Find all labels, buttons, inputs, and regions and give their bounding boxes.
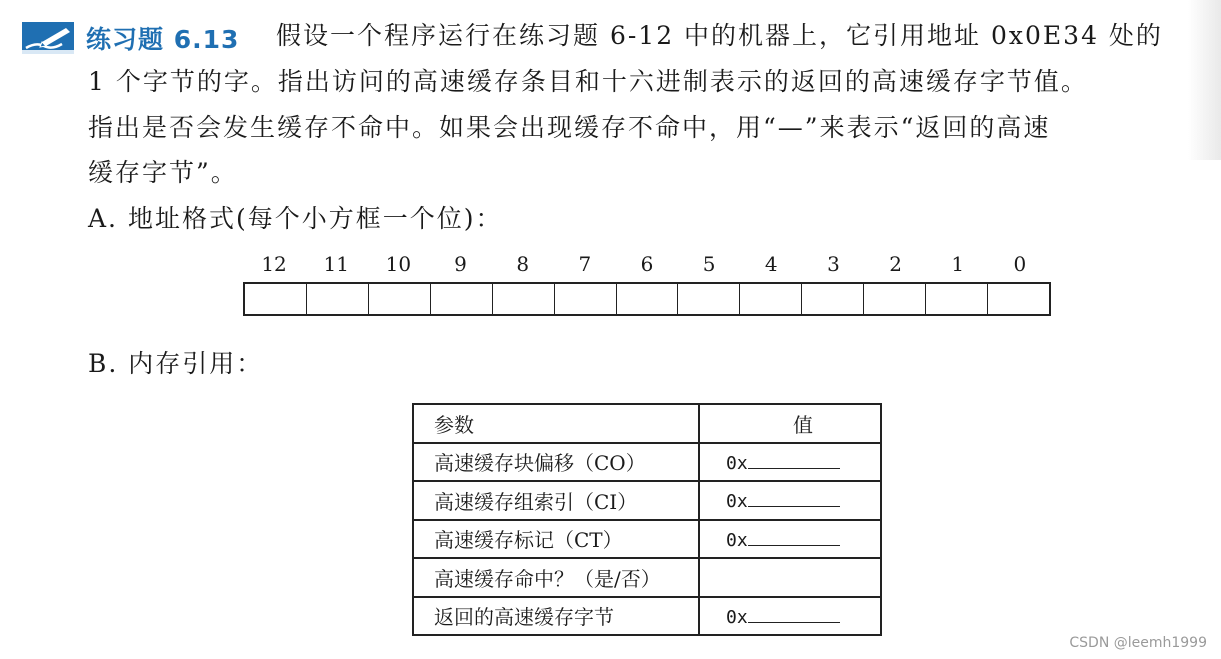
bit-box[interactable] [802, 284, 864, 314]
bit-label: 2 [889, 252, 902, 276]
page-edge-shadow [1188, 0, 1221, 160]
value-cell[interactable] [699, 520, 881, 559]
paragraph-line-3: 指出是否会发生缓存不命中。如果会出现缓存不命中，用“—”来表示“返回的高速 [88, 113, 1051, 142]
answer-blank[interactable] [748, 454, 840, 469]
bit-label: 6 [640, 252, 654, 276]
bit-box[interactable] [740, 284, 802, 314]
address-bit-grid [243, 282, 1051, 316]
bit-label: 0 [1013, 252, 1027, 276]
bit-box[interactable] [369, 284, 431, 314]
bit-label: 7 [578, 252, 592, 276]
param-cell: 高速缓存标记（CT） [413, 520, 699, 559]
answer-blank[interactable] [748, 492, 840, 507]
bit-box[interactable] [988, 284, 1049, 314]
bit-box[interactable] [678, 284, 740, 314]
bit-label: 9 [454, 252, 467, 276]
paragraph-line-1: 假设一个程序运行在练习题 6-12 中的机器上，它引用地址 0x0E34 处的 [276, 21, 1163, 50]
exercise-label: 练习题 6.13 [86, 25, 240, 54]
memory-reference-table [412, 403, 882, 636]
table-row [413, 481, 881, 520]
bit-box[interactable] [617, 284, 679, 314]
bit-label: 12 [261, 252, 287, 276]
answer-blank[interactable] [748, 608, 840, 623]
bit-box[interactable] [864, 284, 926, 314]
bit-box[interactable] [555, 284, 617, 314]
bit-label: 4 [764, 252, 778, 276]
bit-label: 3 [827, 252, 840, 276]
hex-prefix: 0x [726, 529, 748, 551]
param-cell: 高速缓存块偏移（CO） [413, 443, 699, 482]
param-cell: 高速缓存命中？（是/否） [413, 558, 699, 597]
param-cell: 返回的高速缓存字节 [413, 597, 699, 636]
hex-prefix: 0x [726, 452, 748, 474]
value-cell[interactable] [699, 597, 881, 636]
bit-position-labels [243, 252, 1051, 278]
bit-box[interactable] [926, 284, 988, 314]
value-cell[interactable] [699, 558, 881, 597]
header-value: 值 [699, 404, 881, 443]
paragraph-line-2: 1 个字节的字。指出访问的高速缓存条目和十六进制表示的返回的高速缓存字节值。 [88, 67, 1088, 96]
hex-prefix: 0x [726, 491, 748, 513]
bit-label: 8 [516, 252, 530, 276]
watermark: CSDN @leemh1999 [1069, 635, 1207, 651]
bit-label: 5 [702, 252, 716, 276]
section-b-heading: B. 内存引用： [88, 349, 264, 378]
hex-prefix: 0x [726, 606, 748, 628]
paragraph-line-4: 缓存字节”。 [88, 158, 238, 187]
table-row [413, 520, 881, 559]
bit-box[interactable] [307, 284, 369, 314]
table-row [413, 597, 881, 636]
value-cell[interactable] [699, 481, 881, 520]
bit-label: 10 [385, 252, 412, 276]
bit-box[interactable] [493, 284, 555, 314]
param-cell: 高速缓存组索引（CI） [413, 481, 699, 520]
bit-label: 11 [323, 252, 349, 276]
answer-blank[interactable] [748, 531, 840, 546]
pen-writing-icon [22, 22, 74, 54]
table-row [413, 558, 881, 597]
table-row [413, 443, 881, 482]
header-param: 参数 [413, 404, 699, 443]
bit-box[interactable] [431, 284, 493, 314]
table-header-row [413, 404, 881, 443]
bit-label: 1 [951, 252, 965, 276]
bit-box[interactable] [245, 284, 307, 314]
value-cell[interactable] [699, 443, 881, 482]
section-a-heading: A. 地址格式(每个小方框一个位)： [88, 204, 503, 233]
